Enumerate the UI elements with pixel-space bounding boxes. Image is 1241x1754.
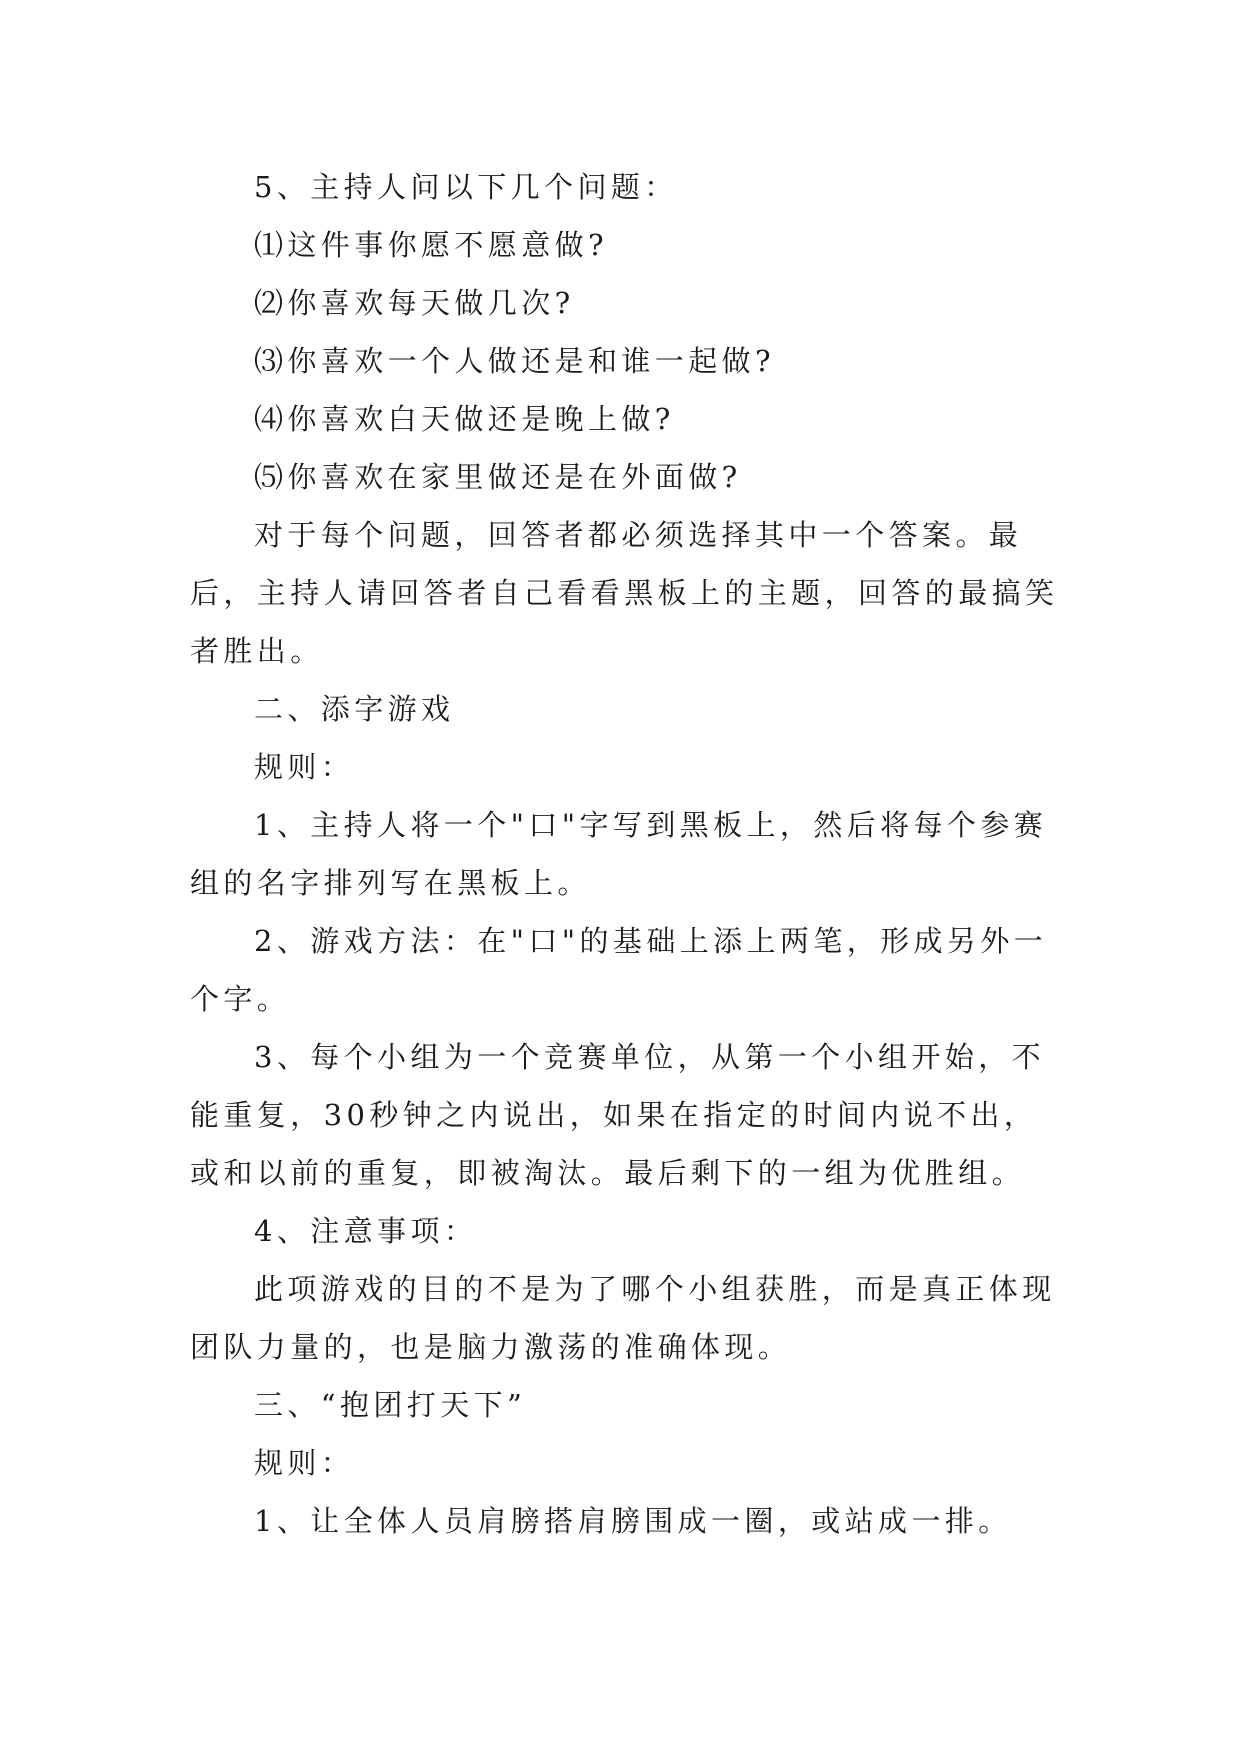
question-1: ⑴这件事你愿不愿意做? (254, 228, 608, 262)
question-5: ⑸你喜欢在家里做还是在外面做? (254, 460, 742, 494)
team-rule-item-1: 1、让全体人员肩膀搭肩膀围成一圈，或站成一排。 (254, 1504, 1012, 1538)
rule-item-3: 3、每个小组为一个竞赛单位，从第一个小组开始，不能重复，30秒钟之内说出，如果在指定的时间内说不出，或和以前的重复，即被淘汰。最后剩下的一组为优胜组。 (190, 1040, 1046, 1190)
section-heading-team-game: 三、“抱团打天下” (254, 1388, 527, 1422)
rules-label: 规则： (254, 750, 355, 784)
question-intro: 5、主持人问以下几个问题： (254, 170, 678, 204)
question-4: ⑷你喜欢白天做还是晚上做? (254, 402, 675, 436)
rule-item-4: 4、注意事项： (254, 1214, 478, 1248)
rule-item-1: 1、主持人将一个"口"字写到黑板上，然后将每个参赛组的名字排列写在黑板上。 (190, 808, 1048, 900)
section-heading-add-character-game: 二、添字游戏 (254, 692, 455, 726)
question-3: ⑶你喜欢一个人做还是和谁一起做? (254, 344, 775, 378)
answer-rule-paragraph: 对于每个问题，回答者都必须选择其中一个答案。最后，主持人请回答者自己看看黑板上的主题，回答的最搞笑者胜出。 (190, 518, 1059, 668)
rule-item-2: 2、游戏方法：在"口"的基础上添上两笔，形成另外一个字。 (190, 924, 1048, 1016)
notes-paragraph: 此项游戏的目的不是为了哪个小组获胜，而是真正体现团队力量的，也是脑力激荡的准确体现。 (190, 1272, 1056, 1364)
rules-label-2: 规则： (254, 1446, 355, 1480)
document-body (190, 158, 1060, 1550)
question-2: ⑵你喜欢每天做几次? (254, 286, 575, 320)
